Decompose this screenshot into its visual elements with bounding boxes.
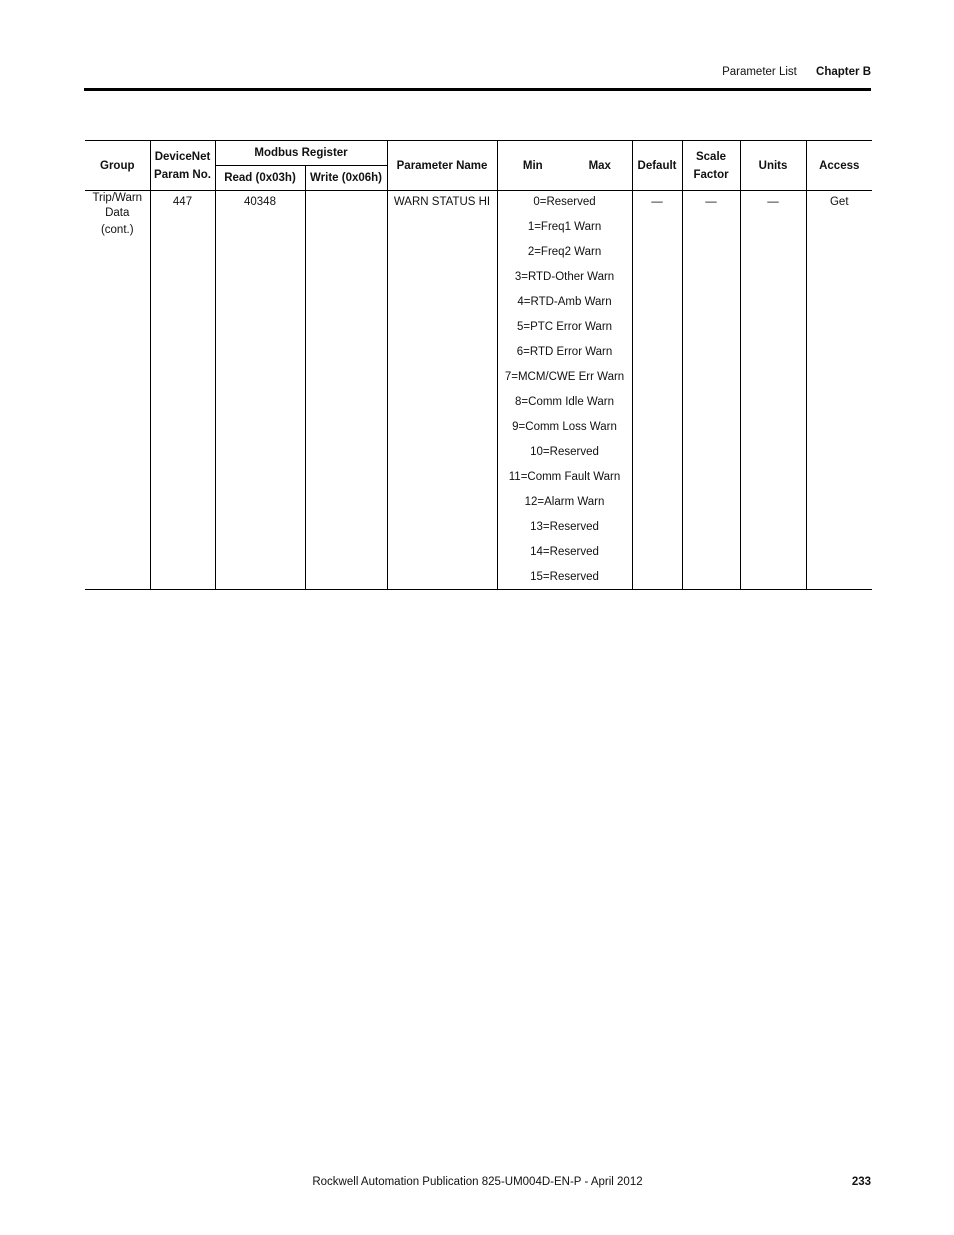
list-item: 3=RTD-Other Warn (514, 271, 615, 283)
header-devicenet-line1: DeviceNet (154, 150, 211, 163)
header-rule (84, 88, 871, 91)
parameter-table (85, 140, 872, 590)
modbus-write-value (306, 191, 387, 194)
header-min: Min (497, 141, 568, 191)
header-scale-factor (682, 141, 740, 191)
list-item: 10=Reserved (530, 446, 599, 458)
cell-modbus-write (305, 191, 387, 590)
header-scale-line1: Scale (695, 150, 727, 163)
list-item: 14=Reserved (530, 546, 599, 558)
list-item: 1=Freq1 Warn (527, 221, 602, 233)
cell-group (85, 191, 150, 590)
devicenet-value: 447 (172, 196, 193, 208)
header-max: Max (568, 141, 632, 191)
header-section-title: Parameter List (722, 66, 797, 78)
parameter-name-value: WARN STATUS HI (393, 196, 491, 208)
header-access: Access (806, 141, 872, 191)
group-line1: Trip/Warn (92, 192, 143, 204)
list-item: 6=RTD Error Warn (516, 346, 613, 358)
list-item: 9=Comm Loss Warn (512, 421, 617, 433)
header-modbus-write: Write (0x06h) (305, 166, 387, 191)
default-value: — (651, 196, 663, 208)
list-item: 4=RTD-Amb Warn (517, 296, 612, 308)
list-item: 7=MCM/CWE Err Warn (504, 371, 625, 383)
header-devicenet-param (150, 141, 215, 191)
units-value: — (767, 196, 779, 208)
cell-modbus-read (215, 191, 305, 590)
publication-info: Rockwell Automation Publication 825-UM004D-EN-P - April 2012 (312, 1176, 643, 1188)
cell-min-max (497, 191, 632, 590)
cell-devicenet (150, 191, 215, 590)
list-item: 11=Comm Fault Warn (508, 471, 621, 483)
scale-factor-value: — (705, 196, 717, 208)
list-item: 12=Alarm Warn (524, 496, 605, 508)
header-default: Default (632, 141, 682, 191)
table-row (85, 191, 872, 590)
header-modbus-read: Read (0x03h) (215, 166, 305, 191)
page-number: 233 (851, 1176, 871, 1188)
list-item: 15=Reserved (530, 571, 599, 583)
list-item: 0=Reserved (533, 196, 596, 208)
access-value: Get (829, 196, 849, 208)
modbus-read-value: 40348 (244, 196, 276, 208)
group-line2: Data (105, 207, 130, 219)
header-group: Group (85, 141, 150, 191)
cell-parameter-name (387, 191, 497, 590)
header-scale-line2: Factor (693, 168, 729, 181)
header-chapter-label: Chapter B (816, 66, 871, 78)
header-parameter-name: Parameter Name (387, 141, 497, 191)
running-header (84, 66, 871, 78)
list-item: 5=PTC Error Warn (516, 321, 613, 333)
cell-default (632, 191, 682, 590)
cell-access (806, 191, 872, 590)
cell-scale-factor (682, 191, 740, 590)
header-devicenet-line2: Param No. (154, 168, 211, 181)
list-item: 8=Comm Idle Warn (515, 396, 614, 408)
list-item: 13=Reserved (530, 521, 599, 533)
header-modbus-register: Modbus Register (215, 141, 387, 166)
header-units: Units (740, 141, 806, 191)
group-line3: (cont.) (100, 224, 134, 236)
bit-value-list (498, 191, 632, 589)
list-item: 2=Freq2 Warn (527, 246, 602, 258)
cell-units (740, 191, 806, 590)
